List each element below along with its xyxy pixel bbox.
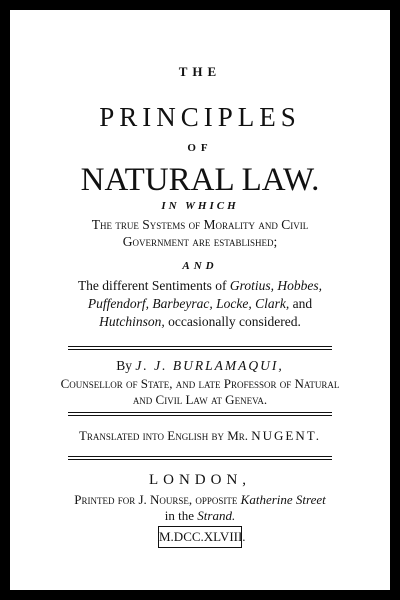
translation-prefix: Translated into English by Mr. xyxy=(78,428,249,443)
strand: Strand. xyxy=(197,508,236,523)
imprint-line-2 xyxy=(10,508,390,524)
translator-name: NUGENT. xyxy=(251,428,321,443)
and-label: AND xyxy=(182,260,218,272)
title-of: OF xyxy=(187,142,213,154)
name-grotius: Grotius, xyxy=(229,278,275,293)
name-hobbes: Hobbes, xyxy=(277,278,323,293)
title-natural-law: NATURAL LAW. xyxy=(80,162,320,198)
sentiments-line-2 xyxy=(10,296,390,312)
occasionally-text: occasionally considered. xyxy=(168,314,301,329)
printed-for: Printed for J. Nourse, opposite xyxy=(74,492,238,507)
author-desc-1: Counsellor of State, and late Professor of Natural xyxy=(60,376,340,391)
in-the: in the xyxy=(164,508,195,523)
title-the: THE xyxy=(178,64,222,79)
imprint-city: LONDON, xyxy=(148,472,252,488)
title-page xyxy=(10,10,390,590)
imprint-line-1 xyxy=(10,492,390,508)
street-name: Katherine Street xyxy=(240,492,326,507)
name-hutchinson: Hutchinson, xyxy=(99,314,165,329)
sentiments-line-3 xyxy=(10,314,390,330)
subtitle-line-1: The true Systems of Morality and Civil xyxy=(91,217,309,232)
in-which-label: IN WHICH xyxy=(161,200,239,212)
divider-rule-1 xyxy=(68,346,332,350)
author-name: J. J. BURLAMAQUI, xyxy=(135,358,284,373)
author-line xyxy=(10,358,390,374)
author-desc-2: and Civil Law at Geneva. xyxy=(132,392,268,407)
name-barbeyrac: Barbeyrac, xyxy=(152,296,213,311)
subtitle-line-2: Government are established; xyxy=(122,234,278,249)
sentiments-line-1 xyxy=(10,278,390,294)
name-clark: Clark, xyxy=(255,296,290,311)
publication-year: M.DCC.XLVIII. xyxy=(158,526,242,548)
translation-line xyxy=(10,428,390,444)
name-locke: Locke, xyxy=(216,296,252,311)
divider-rule-2 xyxy=(68,412,332,416)
title-principles: PRINCIPLES xyxy=(99,102,301,132)
name-puffendorf: Puffendorf, xyxy=(87,296,149,311)
divider-rule-3 xyxy=(68,456,332,460)
and-word: and xyxy=(292,296,313,311)
by-word: By xyxy=(116,358,133,373)
sentiments-prefix: The different Sentiments of xyxy=(77,278,230,293)
